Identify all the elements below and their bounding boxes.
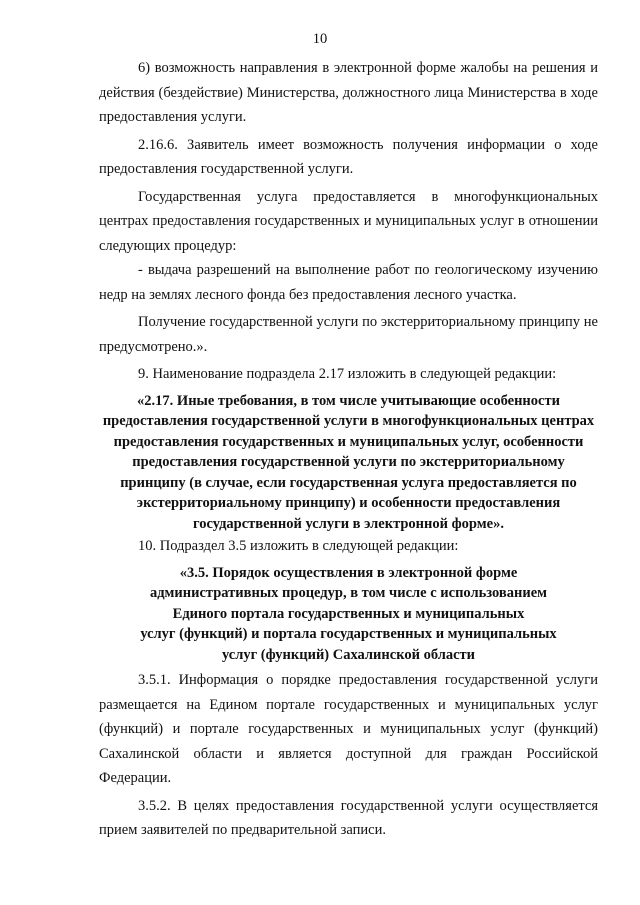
page-number: 10 — [312, 31, 328, 47]
document-body — [99, 56, 598, 843]
paragraph-item-10: 10. Подраздел 3.5 изложить в следующей редакции: — [138, 538, 459, 554]
heading-3-5-line-1: «3.5. Порядок осуществления в электронной форме — [179, 564, 518, 581]
paragraph-2-16-6: 2.16.6. Заявитель имеет возможность получения информации о ходе предоставления государственной услуги. — [99, 136, 598, 177]
heading-3-5-line-4: услуг (функций) и портала государственных и муниципальных — [140, 626, 557, 642]
paragraph-mfc: Государственная услуга предоставляется в многофункциональных центрах предоставления государственных и муниципальных услуг в отношении следующих процедур: — [99, 188, 598, 254]
paragraph-3-5-2: 3.5.2. В целях предоставления государственной услуги осуществляется прием заявителей по предварительной записи. — [99, 797, 598, 838]
paragraph-procedure-item: - выдача разрешений на выполнение работ по геологическому изучению недр на землях лесного фонда без предоставления лесного участка. — [99, 262, 598, 303]
paragraph-3-5-1: 3.5.1. Информация о порядке предоставления государственной услуги размещается на Едином портале государственных и муниципальных услуг (функций) и портале государственных и муниципальных услуг (функций) Сахалинской области и является доступной для граждан Российской Федерации. — [99, 672, 598, 786]
heading-3-5-line-2: административных процедур, в том числе с использованием — [149, 585, 548, 601]
paragraph-item-9: 9. Наименование подраздела 2.17 изложить в следующей редакции: — [138, 366, 557, 382]
paragraph-complaint: 6) возможность направления в электронной форме жалобы на решения и действия (бездействие) Министерства, должностного лица Министерства в ходе предоставления услуги. — [99, 60, 598, 125]
paragraph-extraterritorial: Получение государственной услуги по экстерриториальному принципу не предусмотрено.». — [99, 314, 598, 355]
heading-3-5 — [99, 563, 598, 666]
heading-3-5-line-3: Единого портала государственных и муниципальных — [172, 605, 525, 622]
heading-2-17: «2.17. Иные требования, в том числе учитывающие особенности предоставления государственной услуги в многофункциональных центрах предоставления государственных и муниципальных услуг, особенности предоставления государственной услуги по экстерриториальному принципу (в случае, если государственная услуга предоставляется по экстерриториальному принципу) и особенности предоставления государственной услуги в электронной форме». — [102, 392, 595, 532]
heading-3-5-line-5: услуг (функций) Сахалинской области — [221, 646, 476, 663]
